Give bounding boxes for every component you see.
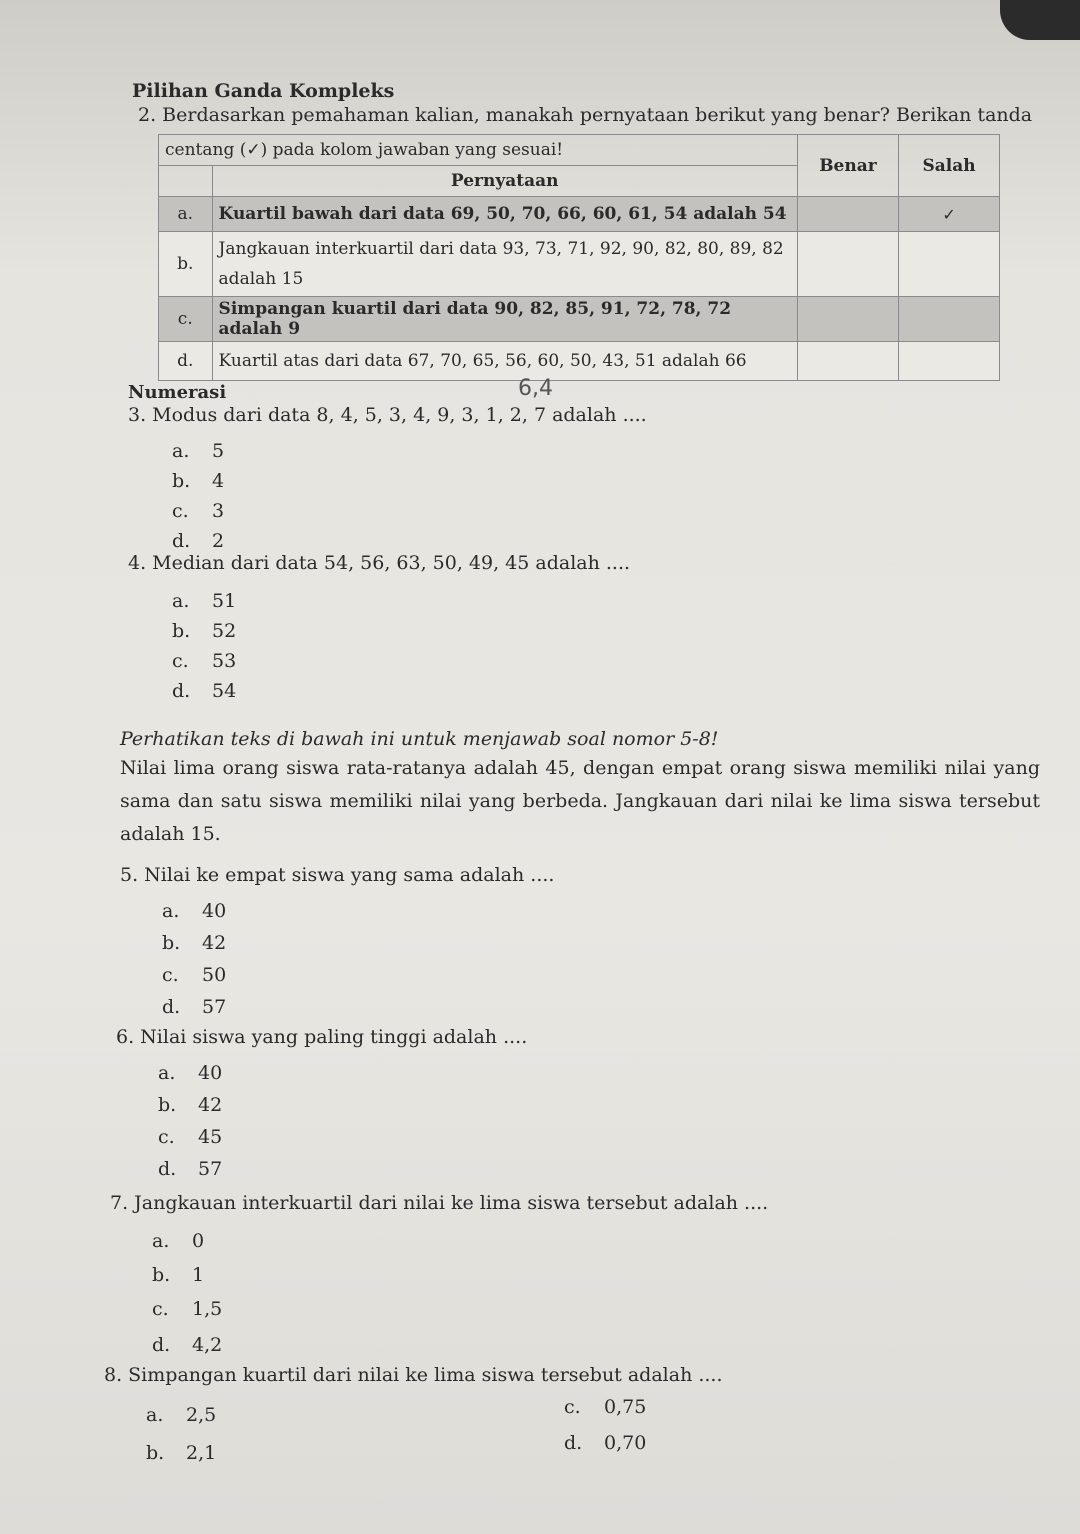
option-6b[interactable]: b. 42 bbox=[158, 1094, 223, 1116]
instruction-text: Perhatikan teks di bawah ini untuk menjawab soal nomor 5-8! bbox=[120, 728, 719, 750]
option-8a[interactable]: a. 2,5 bbox=[146, 1404, 217, 1426]
question-6-text: 6. Nilai siswa yang paling tinggi adalah .... bbox=[116, 1026, 528, 1048]
option-7b[interactable]: b. 1 bbox=[152, 1264, 205, 1286]
false-cell[interactable] bbox=[899, 342, 1000, 381]
question-3-text: 3. Modus dari data 8, 4, 5, 3, 4, 9, 3, 1, 2, 7 adalah .... bbox=[128, 404, 647, 426]
table-row: c. Simpangan kuartil dari data 90, 82, 85, 91, 72, 78, 72 adalah 9 bbox=[159, 297, 1000, 342]
option-6a[interactable]: a. 40 bbox=[158, 1062, 223, 1084]
option-5d[interactable]: d. 57 bbox=[162, 996, 227, 1018]
true-cell[interactable] bbox=[797, 342, 898, 381]
option-3d[interactable]: d. 2 bbox=[172, 530, 225, 552]
question-2-text: 2. Berdasarkan pemahaman kalian, manakah pernyataan berikut yang benar? Berikan tanda bbox=[138, 104, 1033, 126]
true-cell[interactable] bbox=[797, 232, 898, 297]
false-cell[interactable]: ✓ bbox=[899, 197, 1000, 232]
option-3b[interactable]: b. 4 bbox=[172, 470, 225, 492]
option-4d[interactable]: d. 54 bbox=[172, 680, 237, 702]
true-cell[interactable] bbox=[797, 197, 898, 232]
column-header-true: Benar bbox=[797, 135, 898, 197]
false-cell[interactable] bbox=[899, 297, 1000, 342]
option-3c[interactable]: c. 3 bbox=[172, 500, 225, 522]
question-2-text-line2: centang (✓) pada kolom jawaban yang sesuai! bbox=[159, 135, 798, 166]
column-header-false: Salah bbox=[899, 135, 1000, 197]
table-header-row bbox=[159, 135, 1000, 166]
statement-table bbox=[158, 134, 1000, 381]
question-7-text: 7. Jangkauan interkuartil dari nilai ke lima siswa tersebut adalah .... bbox=[110, 1192, 769, 1214]
option-7d[interactable]: d. 4,2 bbox=[152, 1334, 223, 1356]
question-4-text: 4. Median dari data 54, 56, 63, 50, 49, 45 adalah .... bbox=[128, 552, 631, 574]
handwritten-note: 6,4 bbox=[518, 376, 553, 401]
section-heading: Pilihan Ganda Kompleks bbox=[132, 80, 395, 102]
option-7c[interactable]: c. 1,5 bbox=[152, 1298, 223, 1320]
option-8c[interactable]: c. 0,75 bbox=[564, 1396, 647, 1418]
option-8d[interactable]: d. 0,70 bbox=[564, 1432, 647, 1454]
table-row: b. Jangkauan interkuartil dari data 93, 73, 71, 92, 90, 82, 80, 89, 82 adalah 15 bbox=[159, 232, 1000, 297]
section-numerasi: Numerasi bbox=[128, 382, 227, 403]
option-6c[interactable]: c. 45 bbox=[158, 1126, 223, 1148]
option-5b[interactable]: b. 42 bbox=[162, 932, 227, 954]
option-4a[interactable]: a. 51 bbox=[172, 590, 237, 612]
table-row: d. Kuartil atas dari data 67, 70, 65, 56, 60, 50, 43, 51 adalah 66 bbox=[159, 342, 1000, 381]
true-cell[interactable] bbox=[797, 297, 898, 342]
option-6d[interactable]: d. 57 bbox=[158, 1158, 223, 1180]
option-4c[interactable]: c. 53 bbox=[172, 650, 237, 672]
option-5c[interactable]: c. 50 bbox=[162, 964, 227, 986]
table-row: a. Kuartil bawah dari data 69, 50, 70, 66, 60, 61, 54 adalah 54 ✓ bbox=[159, 197, 1000, 232]
passage-text: Nilai lima orang siswa rata-ratanya adalah 45, dengan empat orang siswa memiliki nilai yang sama dan satu siswa memiliki nilai yang berbeda. Jangkauan dari nilai ke lima siswa tersebut adalah 15. bbox=[120, 757, 1040, 845]
false-cell[interactable] bbox=[899, 232, 1000, 297]
option-8b[interactable]: b. 2,1 bbox=[146, 1442, 217, 1464]
option-7a[interactable]: a. 0 bbox=[152, 1230, 205, 1252]
option-5a[interactable]: a. 40 bbox=[162, 900, 227, 922]
column-header-statement: Pernyataan bbox=[212, 166, 797, 197]
question-5-text: 5. Nilai ke empat siswa yang sama adalah .... bbox=[120, 864, 555, 886]
option-3a[interactable]: a. 5 bbox=[172, 440, 225, 462]
option-4b[interactable]: b. 52 bbox=[172, 620, 237, 642]
dark-corner bbox=[1000, 0, 1080, 40]
question-8-text: 8. Simpangan kuartil dari nilai ke lima siswa tersebut adalah .... bbox=[104, 1364, 723, 1386]
